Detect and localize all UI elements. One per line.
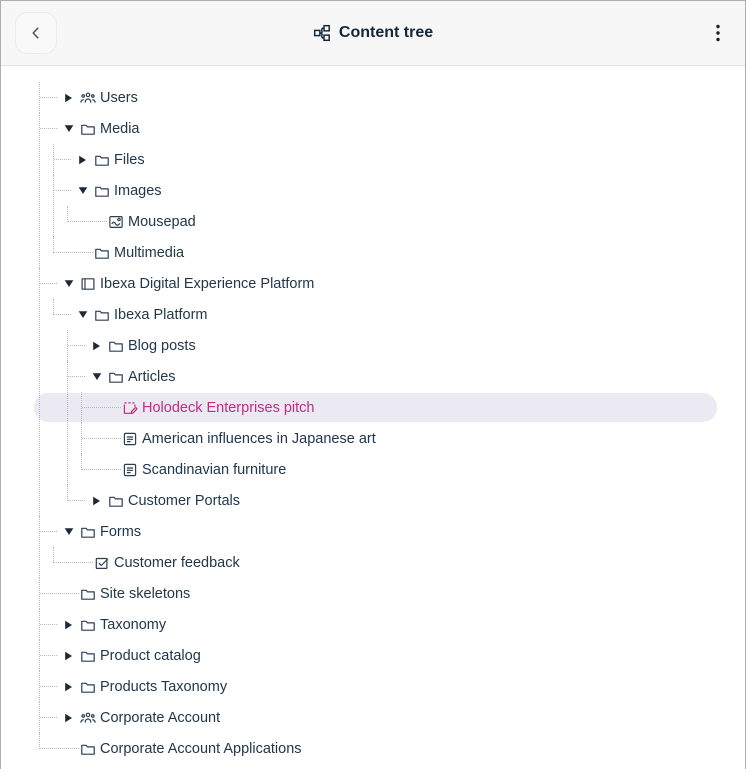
tree-group-ibexa-platform <box>48 330 717 516</box>
folder-icon <box>80 679 96 695</box>
tree-item-label: Taxonomy <box>100 616 167 633</box>
tree-node-multimedia <box>48 237 717 268</box>
tree-item-label: Holodeck Enterprises pitch <box>142 399 315 416</box>
tree-item-label: Mousepad <box>128 213 196 230</box>
tree-item-label: Scandinavian furniture <box>142 461 287 478</box>
tree-node-products-taxonomy <box>34 671 717 702</box>
folder-icon <box>94 245 110 261</box>
folder-icon <box>94 307 110 323</box>
article-icon <box>122 462 138 478</box>
tree-item-multimedia[interactable] <box>48 237 717 268</box>
tree-item-label: Corporate Account <box>100 709 221 726</box>
tree-item-label: American influences in Japanese art <box>142 430 376 447</box>
tree-group-articles <box>62 392 717 485</box>
tree-item-label: Multimedia <box>114 244 185 261</box>
tree-group-forms <box>34 547 717 578</box>
tree-item-label: Product catalog <box>100 647 201 664</box>
tree-item-products-taxonomy[interactable] <box>34 671 717 702</box>
tree-item-ibexa-digital-experience-platform[interactable] <box>34 268 717 299</box>
tree-item-label: Media <box>100 120 140 137</box>
users-icon <box>80 710 96 726</box>
tree-item-corporate-account[interactable] <box>34 702 717 733</box>
tree-node-articles <box>62 361 717 485</box>
tree-item-label: Blog posts <box>128 337 196 354</box>
folder-icon <box>108 493 124 509</box>
users-icon <box>80 90 96 106</box>
tree-item-label: Articles <box>128 368 176 385</box>
tree-item-customer-portals[interactable] <box>62 485 717 516</box>
caret-right-icon[interactable] <box>64 713 78 723</box>
content-tree-header <box>1 1 745 66</box>
kebab-menu-button[interactable] <box>705 18 731 48</box>
caret-down-icon[interactable] <box>64 124 78 133</box>
tree-item-label: Files <box>114 151 145 168</box>
tree-group-ibexa-digital-experience-platform <box>34 299 717 516</box>
caret-down-icon[interactable] <box>78 186 92 195</box>
caret-down-icon[interactable] <box>78 310 92 319</box>
image-icon <box>108 214 124 230</box>
kebab-icon <box>710 23 726 43</box>
folder-icon <box>94 183 110 199</box>
back-button[interactable] <box>15 12 57 54</box>
tree-item-blog-posts[interactable] <box>62 330 717 361</box>
chevron-left-icon <box>28 25 44 41</box>
content-tree-panel <box>1 66 745 769</box>
tree-node-users <box>34 82 717 113</box>
folder-icon <box>108 338 124 354</box>
content-tree-icon <box>313 24 331 42</box>
tree-item-label: Ibexa Digital Experience Platform <box>100 275 315 292</box>
tree-item-product-catalog[interactable] <box>34 640 717 671</box>
tree-node-files <box>48 144 717 175</box>
caret-down-icon[interactable] <box>92 372 106 381</box>
tree-node-customer-feedback <box>48 547 717 578</box>
tree-node-taxonomy <box>34 609 717 640</box>
caret-right-icon[interactable] <box>64 651 78 661</box>
tree-item-corporate-account-applications[interactable] <box>34 733 717 764</box>
tree-node-corporate-account-applications <box>34 733 717 764</box>
tree-item-articles[interactable] <box>62 361 717 392</box>
tree-item-holodeck-enterprises-pitch[interactable] <box>76 392 717 423</box>
tree-item-users[interactable] <box>34 82 717 113</box>
tree-item-forms[interactable] <box>34 516 717 547</box>
tree-group-media <box>34 144 717 268</box>
tree-node-ibexa-digital-experience-platform <box>34 268 717 516</box>
checkbox-icon <box>94 555 110 571</box>
tree-item-label: Ibexa Platform <box>114 306 208 323</box>
tree-item-label: Corporate Account Applications <box>100 740 302 757</box>
tree-node-product-catalog <box>34 640 717 671</box>
tree-node-holodeck-enterprises-pitch <box>76 392 717 423</box>
tree-item-label: Site skeletons <box>100 585 191 602</box>
folder-icon <box>80 648 96 664</box>
panel-title <box>313 24 433 42</box>
article-icon <box>122 431 138 447</box>
tree-item-american-influences-in-japanese-art[interactable] <box>76 423 717 454</box>
site-icon <box>80 276 96 292</box>
tree-item-label: Products Taxonomy <box>100 678 228 695</box>
caret-right-icon[interactable] <box>78 155 92 165</box>
tree-item-taxonomy[interactable] <box>34 609 717 640</box>
folder-icon <box>94 152 110 168</box>
caret-right-icon[interactable] <box>64 682 78 692</box>
tree-item-ibexa-platform[interactable] <box>48 299 717 330</box>
tree-node-mousepad <box>62 206 717 237</box>
tree-node-american-influences-in-japanese-art <box>76 423 717 454</box>
tree-item-customer-feedback[interactable] <box>48 547 717 578</box>
tree-item-label: Images <box>114 182 162 199</box>
tree-node-blog-posts <box>62 330 717 361</box>
tree-item-mousepad[interactable] <box>62 206 717 237</box>
tree-node-images <box>48 175 717 237</box>
caret-right-icon[interactable] <box>92 341 106 351</box>
folder-icon <box>80 524 96 540</box>
caret-right-icon[interactable] <box>92 496 106 506</box>
folder-icon <box>80 121 96 137</box>
caret-right-icon[interactable] <box>64 620 78 630</box>
content-tree-root <box>34 82 717 764</box>
tree-node-forms <box>34 516 717 578</box>
tree-item-media[interactable] <box>34 113 717 144</box>
tree-node-media <box>34 113 717 268</box>
tree-group-images <box>48 206 717 237</box>
folder-icon <box>80 741 96 757</box>
page-title: Content tree <box>338 24 434 41</box>
tree-node-site-skeletons <box>34 578 717 609</box>
caret-right-icon[interactable] <box>64 93 78 103</box>
tree-item-label: Customer Portals <box>128 492 241 509</box>
tree-item-site-skeletons[interactable] <box>34 578 717 609</box>
tree-node-customer-portals <box>62 485 717 516</box>
tree-item-label: Forms <box>100 523 142 540</box>
folder-icon <box>108 369 124 385</box>
tree-item-scandinavian-furniture[interactable] <box>76 454 717 485</box>
tree-item-label: Customer feedback <box>114 554 240 571</box>
folder-icon <box>80 617 96 633</box>
tree-node-ibexa-platform <box>48 299 717 516</box>
draft-edit-icon <box>122 400 138 416</box>
tree-item-images[interactable] <box>48 175 717 206</box>
caret-down-icon[interactable] <box>64 527 78 536</box>
tree-node-corporate-account <box>34 702 717 733</box>
caret-down-icon[interactable] <box>64 279 78 288</box>
tree-node-scandinavian-furniture <box>76 454 717 485</box>
tree-item-label: Users <box>100 89 138 106</box>
folder-icon <box>80 586 96 602</box>
tree-item-files[interactable] <box>48 144 717 175</box>
